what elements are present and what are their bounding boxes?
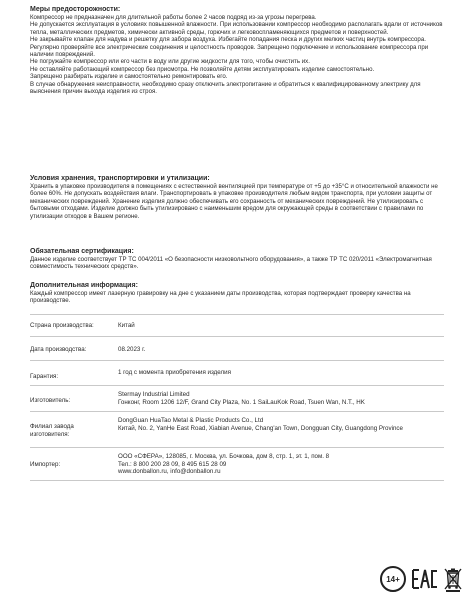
precaution-line: Не оставляйте работающий компрессор без присмотра. Не позволяйте детям эксплуатировать изделие самостоятельно.: [30, 65, 375, 73]
precautions-title: Меры предосторожности:: [30, 6, 121, 13]
age-rating-badge: 14+: [380, 566, 406, 592]
detail-key: Изготовитель:: [30, 397, 71, 404]
storage-section: [30, 175, 444, 220]
precaution-line: Запрещено разбирать изделие и самостоятельно ремонтировать его.: [30, 73, 228, 81]
divider: [30, 447, 444, 448]
detail-key: Филиал завода изготовителя:: [30, 423, 74, 438]
additional-info-title: Дополнительная информация:: [30, 282, 138, 289]
detail-value: DongGuan HuaTao Metal & Plastic Products Co., Ltd Китай, No. 2, YanHe East Road, Xiabian Avenue, Chang'an Town, Dongguan City, Guangdong Province: [118, 417, 403, 432]
detail-value: ООО «СФЕРА», 128085, г. Москва, ул. Бочкова, дом 8, стр. 1, эт. 1, пом. 8 Тел.: 8 800 200 28 09, 8 495 615 28 09 www.donballon.ru, info@donballon.ru: [118, 453, 330, 476]
detail-value: 08.2023 г.: [118, 346, 146, 353]
divider: [30, 336, 444, 337]
precaution-line: Компрессор не предназначен для длительной работы более 2 часов подряд из-за угрозы перегрева.: [30, 14, 317, 21]
detail-key: Импортер:: [30, 461, 61, 468]
precaution-line: Не погружайте компрессор или его части в воду или другие жидкости для того, чтобы очистить их.: [30, 58, 310, 66]
precaution-line: В случае обнаружения неисправности, необходимо сразу отключить электропитание и обратиться к квалифицированному электрику для выяснения причин выхода изделия из строя.: [30, 80, 421, 96]
certification-section: [30, 248, 444, 271]
divider: [30, 480, 444, 481]
detail-value: 1 год с момента приобретения изделия: [118, 369, 231, 376]
additional-info-section: [30, 282, 444, 305]
storage-title: Условия хранения, транспортировки и утилизации:: [30, 175, 210, 182]
precaution-line: Не закрывайте клапан для надува и решетку для забора воздуха. Избегайте попадания песка и других мелких частиц внутрь компрессора.: [30, 36, 426, 44]
storage-text: Хранить в упаковке производителя в помещениях с естественной вентиляцией при температуре от +5 до +35°С и относительной влажности не более 60%. Не допускать воздействия влаги. Транспортировать в упаковке производителя любым видом транспорта, при условии защиты от механических повреждений. Хранение изделия должно обеспечивать его сохранность от механических повреждений. Не утилизировать с бытовыми отходами. Изделие должно быть утилизировано с наименьшим вредом для окружающей среды в соответствии с правилами по утилизации отходов в Вашем регионе.: [30, 183, 438, 220]
divider: [30, 411, 444, 412]
crossed-bin-icon: [443, 566, 463, 592]
certification-text: Данное изделие соответствует ТР ТС 004/2011 «О безопасности низковольтного оборудования», а также ТР ТС 020/2011 «Электромагнитная совместимость технических средств».: [30, 256, 432, 271]
detail-value: Китай: [118, 322, 135, 329]
detail-key: Дата производства:: [30, 346, 87, 353]
detail-value: Stermay Industrial Limited Гонконг, Room 1206 12/F, Grand City Plaza, No. 1 SaiLauKok Road, Tsuen Wan, N.T., HK: [118, 391, 365, 406]
precaution-line: Регулярно проверяйте все электрические соединения и целостность проводов. Запрещено подключение и использование компрессора при наличии повреждений.: [30, 43, 429, 59]
detail-key: Страна производства:: [30, 322, 94, 329]
certification-marks: [380, 566, 470, 596]
detail-key: Гарантия:: [30, 373, 59, 380]
precaution-line: Не допускается эксплуатация в условиях повышенной влажности. При использовании компрессор необходимо располагать вдали от источников тепла, металлических предметов, химически активной среды, горючих и легковоспламеняющихся предметов и поверхностей.: [30, 21, 443, 36]
precautions-section: [30, 6, 444, 95]
divider: [30, 314, 444, 315]
divider: [30, 360, 444, 361]
divider: [30, 385, 444, 386]
additional-info-text: Каждый компрессор имеет лазерную гравировку на дне с указанием даты производства, которая подтверждает проверку качества на производстве.: [30, 290, 411, 305]
eac-mark-icon: [412, 568, 438, 590]
certification-title: Обязательная сертификация:: [30, 248, 134, 255]
